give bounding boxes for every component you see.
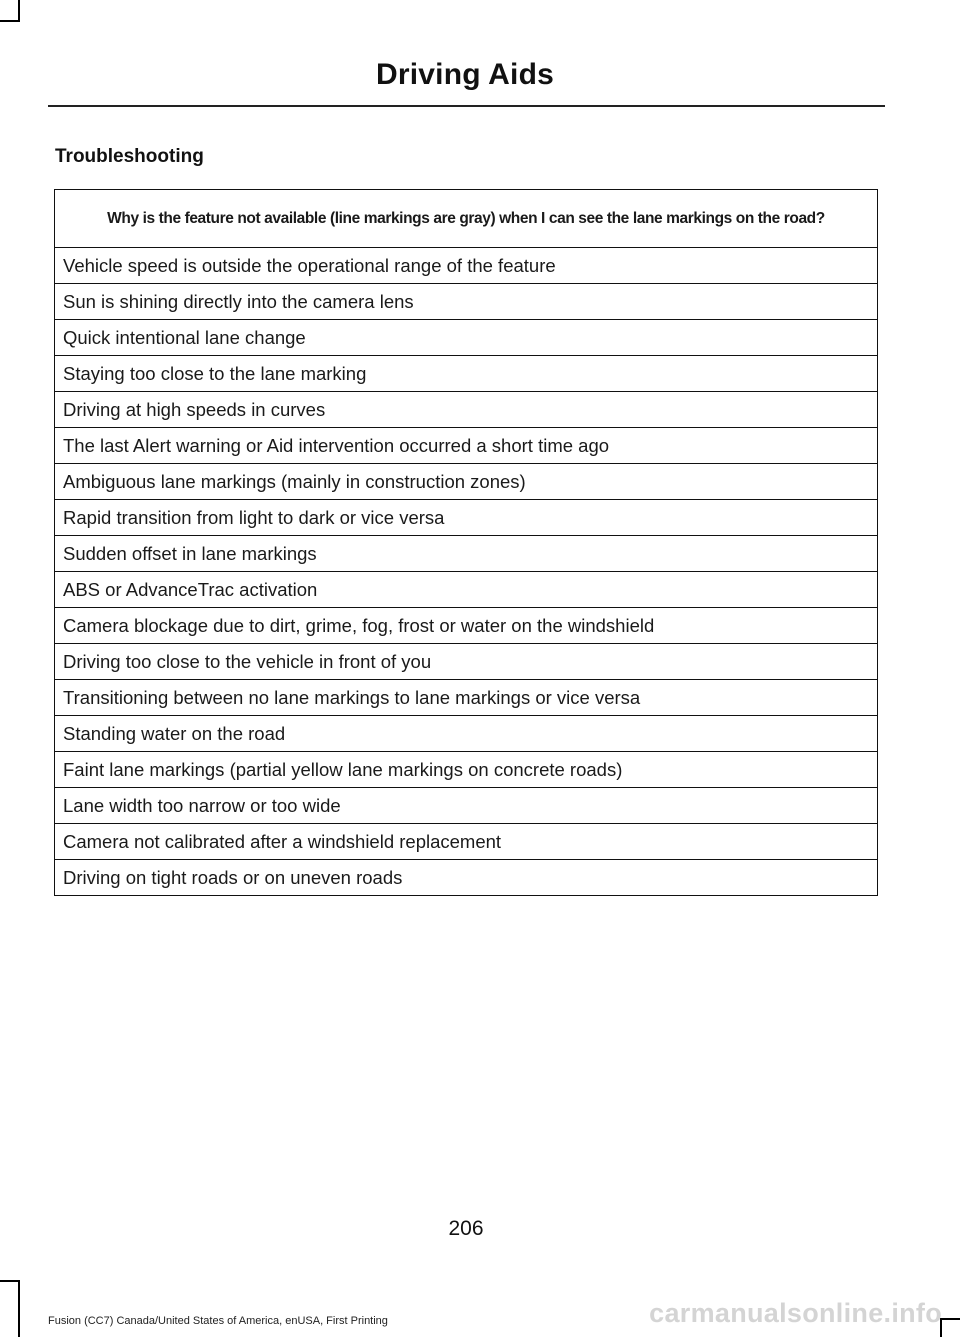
table-cell: Sun is shining directly into the camera lens bbox=[55, 284, 878, 320]
table-cell: Transitioning between no lane markings to lane markings or vice versa bbox=[55, 680, 878, 716]
table-header-cell: Why is the feature not available (line markings are gray) when I can see the lane markings on the road? bbox=[55, 190, 878, 248]
table-row bbox=[55, 572, 878, 608]
table-row bbox=[55, 248, 878, 284]
section-title: Troubleshooting bbox=[55, 146, 204, 167]
crop-mark bbox=[942, 1318, 960, 1320]
table-row bbox=[55, 284, 878, 320]
header-divider bbox=[48, 105, 885, 107]
table-row bbox=[55, 716, 878, 752]
table-row bbox=[55, 644, 878, 680]
table-header-row bbox=[55, 190, 878, 248]
table-row bbox=[55, 788, 878, 824]
table-row bbox=[55, 500, 878, 536]
table-cell: Quick intentional lane change bbox=[55, 320, 878, 356]
table-cell: Rapid transition from light to dark or vice versa bbox=[55, 500, 878, 536]
table-cell: Driving too close to the vehicle in front of you bbox=[55, 644, 878, 680]
table-cell: Camera not calibrated after a windshield replacement bbox=[55, 824, 878, 860]
table-row bbox=[55, 752, 878, 788]
table-row bbox=[55, 536, 878, 572]
table-cell: Standing water on the road bbox=[55, 716, 878, 752]
table-cell: Ambiguous lane markings (mainly in construction zones) bbox=[55, 464, 878, 500]
crop-mark bbox=[18, 0, 20, 22]
table-row bbox=[55, 824, 878, 860]
table-cell: Faint lane markings (partial yellow lane markings on concrete roads) bbox=[55, 752, 878, 788]
table-row bbox=[55, 608, 878, 644]
table-cell: Camera blockage due to dirt, grime, fog, frost or water on the windshield bbox=[55, 608, 878, 644]
table-row bbox=[55, 860, 878, 896]
crop-mark bbox=[0, 1280, 20, 1282]
table-cell: Staying too close to the lane marking bbox=[55, 356, 878, 392]
table-row bbox=[55, 320, 878, 356]
edition-footer: Fusion (CC7) Canada/United States of America, enUSA, First Printing bbox=[48, 1315, 388, 1327]
table-cell: The last Alert warning or Aid intervention occurred a short time ago bbox=[55, 428, 878, 464]
table-row bbox=[55, 428, 878, 464]
table-row bbox=[55, 356, 878, 392]
table-cell: Vehicle speed is outside the operational range of the feature bbox=[55, 248, 878, 284]
table-cell: Driving on tight roads or on uneven roads bbox=[55, 860, 878, 896]
chapter-title: Driving Aids bbox=[376, 58, 554, 91]
crop-mark bbox=[18, 1280, 20, 1337]
table-cell: ABS or AdvanceTrac activation bbox=[55, 572, 878, 608]
table-row bbox=[55, 392, 878, 428]
table-cell: Driving at high speeds in curves bbox=[55, 392, 878, 428]
table-cell: Lane width too narrow or too wide bbox=[55, 788, 878, 824]
table-row bbox=[55, 680, 878, 716]
page-number: 206 bbox=[448, 1217, 484, 1240]
watermark: carmanualsonline.info bbox=[649, 1298, 942, 1328]
table-row bbox=[55, 464, 878, 500]
crop-mark bbox=[0, 20, 20, 22]
troubleshooting-table bbox=[54, 189, 878, 896]
table-cell: Sudden offset in lane markings bbox=[55, 536, 878, 572]
